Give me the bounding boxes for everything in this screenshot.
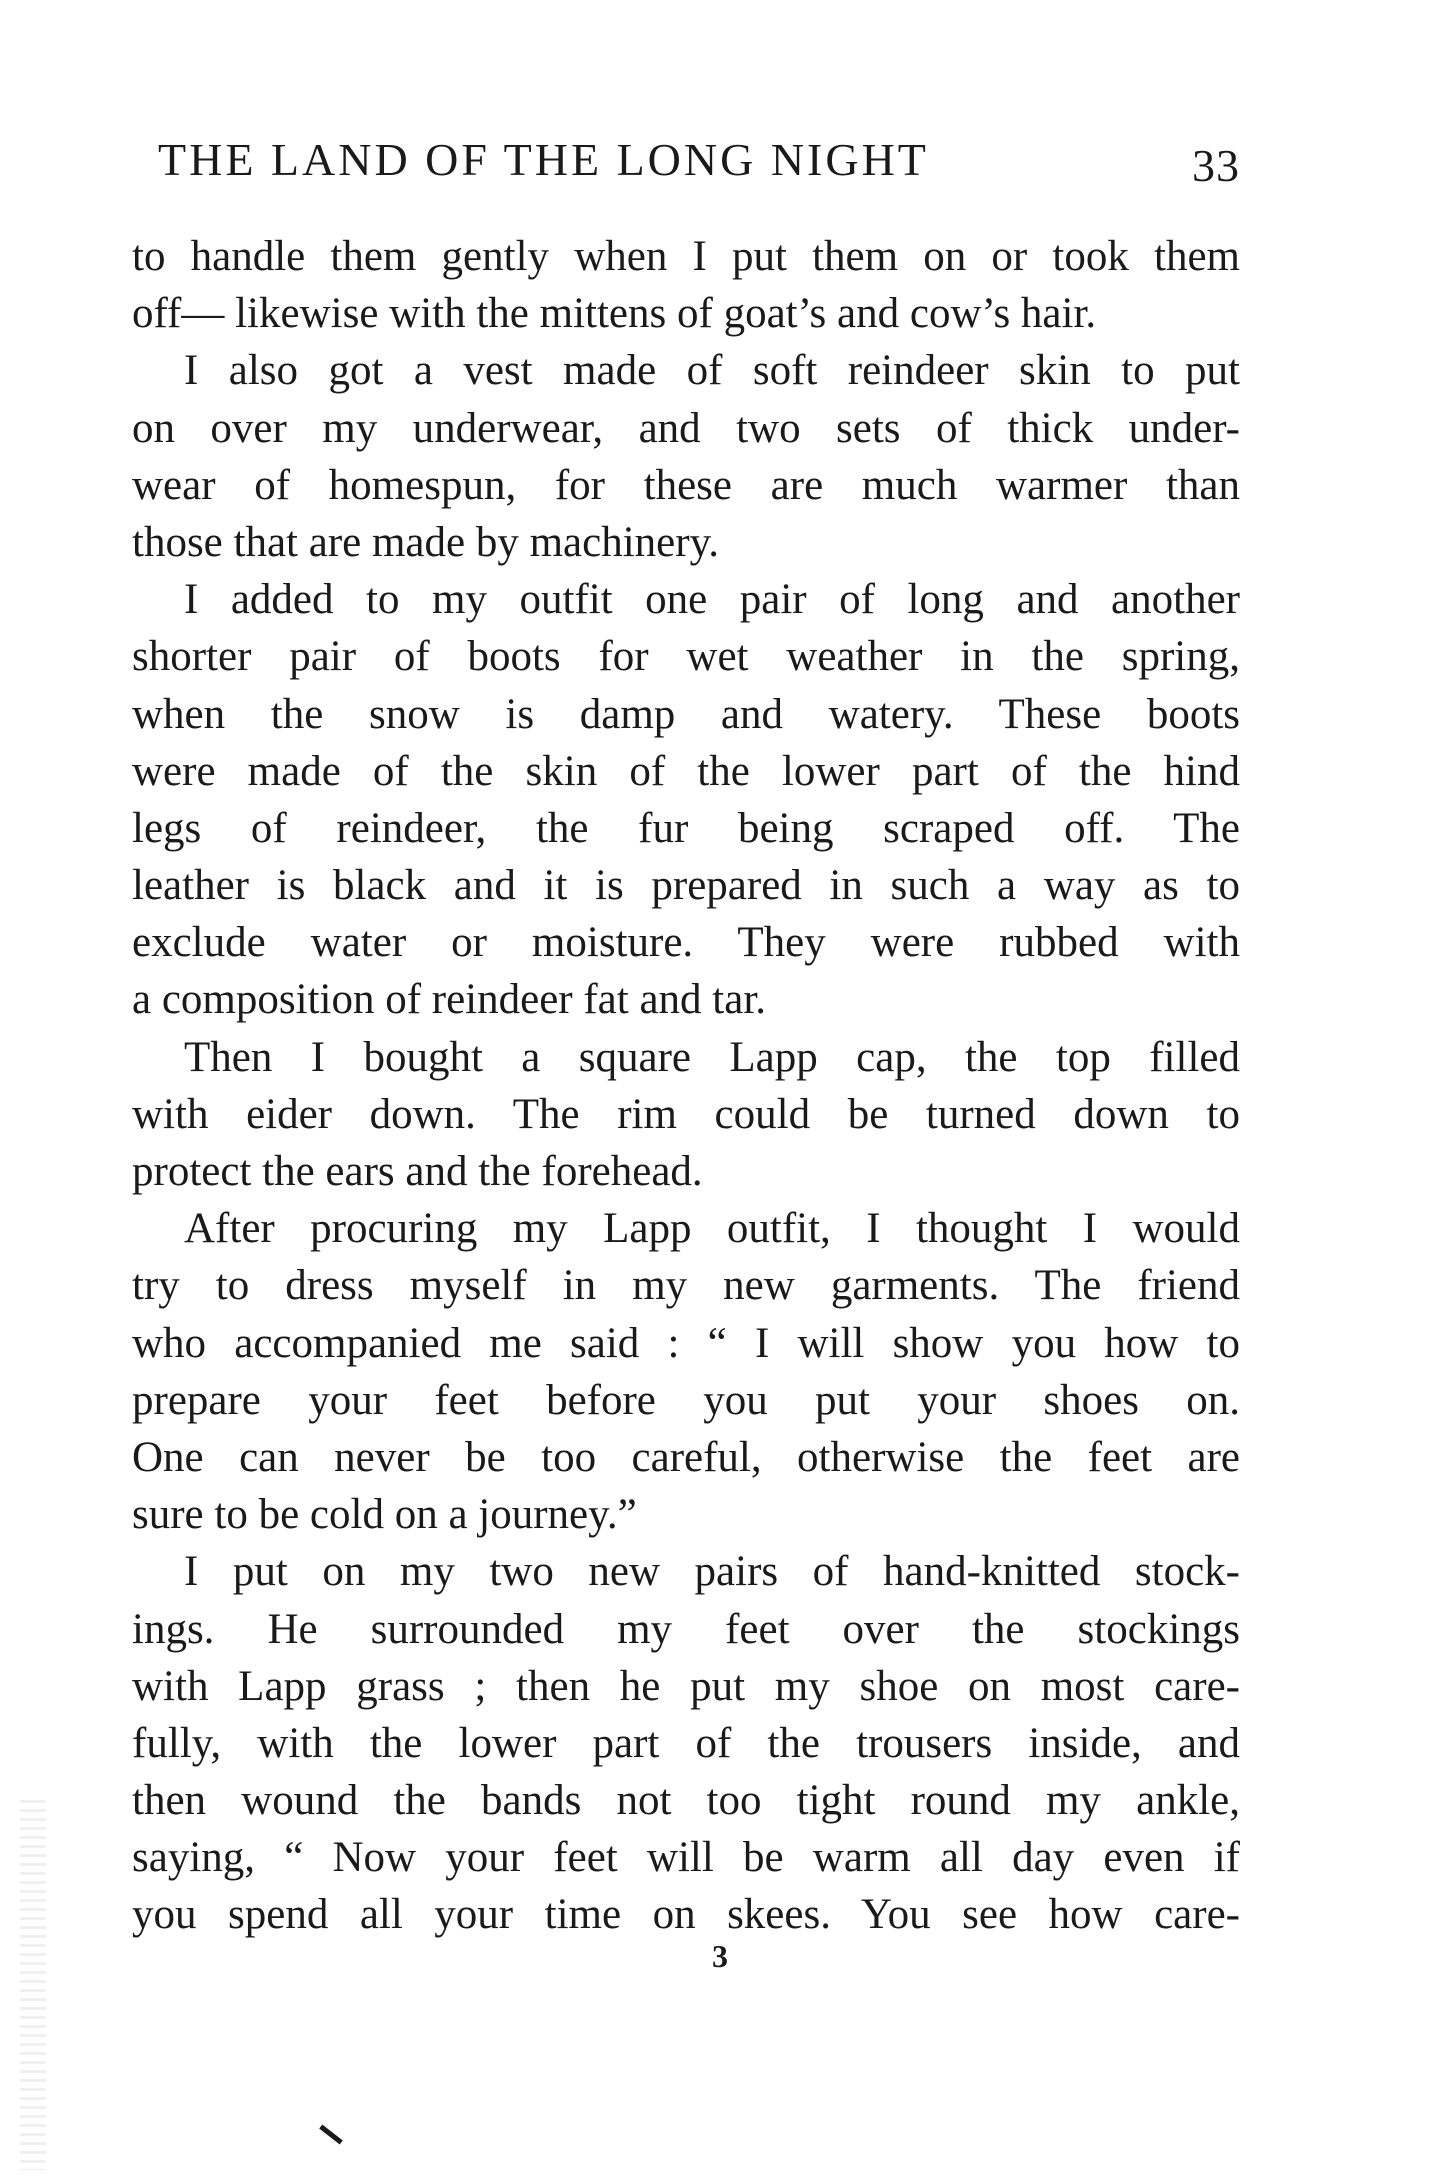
text-line: on over my underwear, and two sets of thick under- xyxy=(132,404,1240,452)
text-line: legs of reindeer, the fur being scraped off. The xyxy=(132,804,1240,852)
text-line: sure to be cold on a journey.” xyxy=(132,1491,637,1539)
text-line: try to dress myself in my new garments. The friend xyxy=(132,1262,1240,1310)
body-text xyxy=(132,228,1240,1944)
scan-edge-noise xyxy=(20,1800,46,2170)
text-line: with Lapp grass ; then he put my shoe on most care- xyxy=(132,1662,1240,1710)
text-line: I put on my two new pairs of hand-knitted stock- xyxy=(184,1548,1240,1596)
running-head xyxy=(158,128,1240,192)
text-line: fully, with the lower part of the trousers inside, and xyxy=(132,1719,1240,1767)
text-line: a composition of reindeer fat and tar. xyxy=(132,976,767,1024)
text-line: exclude water or moisture. They were rubbed with xyxy=(132,919,1240,967)
text-line: protect the ears and the forehead. xyxy=(132,1148,703,1195)
text-line: One can never be too careful, otherwise the feet are xyxy=(132,1433,1240,1481)
text-line: prepare your feet before you put your shoes on. xyxy=(132,1376,1240,1424)
signature-mark: 3 xyxy=(712,1938,728,1974)
stray-ink-mark xyxy=(319,2125,343,2145)
text-line: I added to my outfit one pair of long and another xyxy=(184,576,1240,624)
text-line: you spend all your time on skees. You see how care- xyxy=(132,1891,1240,1939)
text-line: with eider down. The rim could be turned down to xyxy=(132,1090,1240,1138)
text-line: off— likewise with the mittens of goat’s and cow’s hair. xyxy=(132,290,1097,338)
text-line: those that are made by machinery. xyxy=(132,518,720,566)
text-line: ings. He surrounded my feet over the stockings xyxy=(132,1605,1240,1653)
text-line: After procuring my Lapp outfit, I thought I would xyxy=(184,1205,1240,1253)
text-line: leather is black and it is prepared in such a way as to xyxy=(132,862,1240,910)
text-line: to handle them gently when I put them on or took them xyxy=(132,233,1240,280)
text-line: wear of homespun, for these are much warmer than xyxy=(132,461,1240,509)
text-line: then wound the bands not too tight round my ankle, xyxy=(132,1777,1240,1825)
running-head-title: THE LAND OF THE LONG NIGHT xyxy=(158,134,929,185)
text-line: I also got a vest made of soft reindeer skin to put xyxy=(184,347,1240,395)
text-line: when the snow is damp and watery. These boots xyxy=(132,690,1240,738)
text-line: who accompanied me said : “ I will show you how to xyxy=(132,1319,1240,1367)
text-line: saying, “ Now your feet will be warm all day even if xyxy=(132,1834,1240,1882)
text-line: were made of the skin of the lower part of the hind xyxy=(132,747,1240,795)
text-line: Then I bought a square Lapp cap, the top filled xyxy=(184,1033,1240,1081)
text-line: shorter pair of boots for wet weather in the spring, xyxy=(132,633,1240,681)
page-number: 33 xyxy=(1192,140,1240,191)
